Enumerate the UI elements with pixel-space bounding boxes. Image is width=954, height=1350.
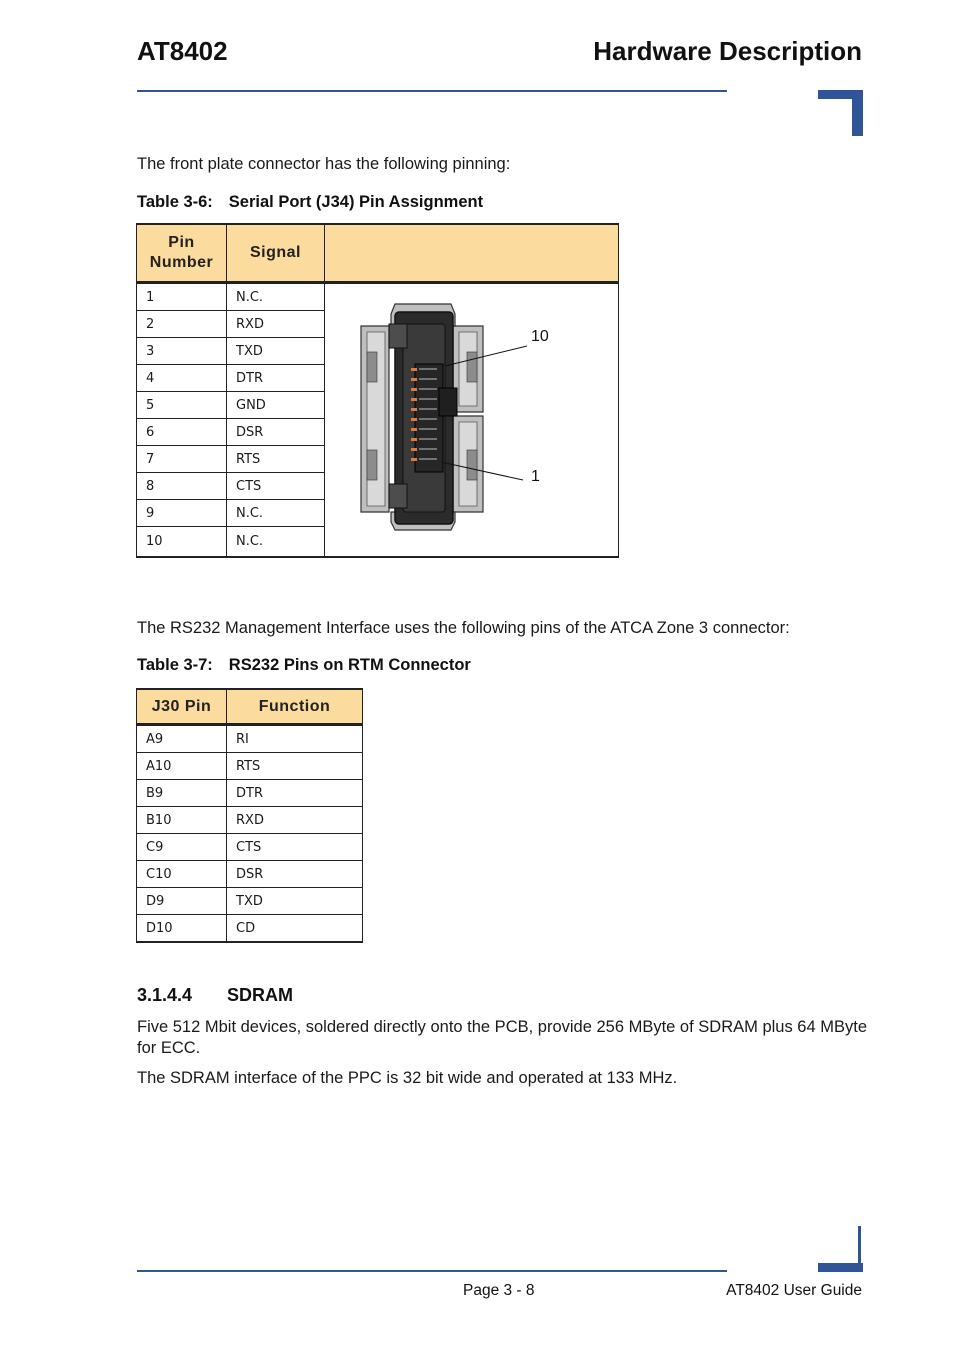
signal-cell: RXD: [227, 311, 325, 338]
pin-cell: C9: [137, 834, 227, 861]
table1-caption: [137, 193, 483, 212]
section-title: SDRAM: [227, 985, 293, 1005]
signal-cell: RTS: [227, 446, 325, 473]
function-cell: CD: [227, 915, 363, 943]
section-paragraph-1: Five 512 Mbit devices, soldered directly onto the PCB, provide 256 MByte of SDRAM plus 64 MByte for ECC.: [137, 1018, 868, 1057]
signal-cell: DSR: [227, 419, 325, 446]
table-row: [137, 753, 363, 780]
table-row: [137, 888, 363, 915]
header-signal: Signal: [227, 224, 325, 283]
pin-cell: D9: [137, 888, 227, 915]
pin-cell: 7: [137, 446, 227, 473]
function-cell: CTS: [227, 834, 363, 861]
table2-caption-title: RS232 Pins on RTM Connector: [228, 656, 471, 674]
table-row: [137, 780, 363, 807]
figure-label-10: 10: [531, 328, 549, 345]
pin-cell: 8: [137, 473, 227, 500]
pin-cell: B9: [137, 780, 227, 807]
function-cell: TXD: [227, 888, 363, 915]
pin-cell: C10: [137, 861, 227, 888]
header-function: Function: [227, 689, 363, 725]
pin-cell: 10: [137, 527, 227, 558]
function-cell: RTS: [227, 753, 363, 780]
table-row: [137, 834, 363, 861]
pin-cell: 3: [137, 338, 227, 365]
signal-cell: TXD: [227, 338, 325, 365]
table-row: [137, 807, 363, 834]
signal-cell: GND: [227, 392, 325, 419]
header-pin-number: Pin Number: [137, 224, 227, 283]
table-row: [137, 725, 363, 753]
header-title-right: Hardware Description: [593, 36, 862, 66]
table-row: [137, 861, 363, 888]
section-paragraph-2: The SDRAM interface of the PPC is 32 bit wide and operated at 133 MHz.: [137, 1069, 678, 1087]
connector-figure-cell: [325, 283, 619, 558]
footer-guide-title: AT8402 User Guide: [726, 1282, 862, 1299]
table-header-row: [137, 689, 363, 725]
table1-caption-number: Table 3-6:: [137, 193, 213, 211]
connector-diagram: [325, 284, 617, 556]
header-figure: [325, 224, 619, 283]
signal-cell: CTS: [227, 473, 325, 500]
signal-cell: N.C.: [227, 283, 325, 311]
pin-cell: A10: [137, 753, 227, 780]
function-cell: DTR: [227, 780, 363, 807]
signal-cell: N.C.: [227, 500, 325, 527]
pin-cell: 9: [137, 500, 227, 527]
section-number: 3.1.4.4: [137, 985, 193, 1005]
pin-cell: 4: [137, 365, 227, 392]
table-row: [137, 283, 619, 311]
serial-port-table: [136, 223, 619, 558]
pin-cell: 5: [137, 392, 227, 419]
corner-mark-top: [818, 90, 863, 136]
table-row: [137, 915, 363, 943]
pin-cell: D10: [137, 915, 227, 943]
rs232-text: The RS232 Management Interface uses the following pins of the ATCA Zone 3 connector:: [137, 619, 790, 637]
signal-cell: N.C.: [227, 527, 325, 558]
table-header-row: [137, 224, 619, 283]
header-rule: [137, 90, 727, 92]
rs232-pins-table: [136, 688, 363, 943]
footer-rule: [137, 1270, 727, 1272]
corner-mark-bottom: [818, 1226, 863, 1272]
function-cell: RI: [227, 725, 363, 753]
table2-caption: [137, 656, 471, 675]
footer-page-number: Page 3 - 8: [463, 1282, 535, 1299]
header-title-left: AT8402: [137, 36, 228, 66]
pin-cell: A9: [137, 725, 227, 753]
function-cell: DSR: [227, 861, 363, 888]
table2-caption-number: Table 3-7:: [137, 656, 213, 674]
header-j30-pin: J30 Pin: [137, 689, 227, 725]
pin-cell: 2: [137, 311, 227, 338]
pin-cell: B10: [137, 807, 227, 834]
signal-cell: DTR: [227, 365, 325, 392]
intro-text: The front plate connector has the following pinning:: [137, 155, 511, 173]
figure-label-1: 1: [531, 468, 540, 485]
function-cell: RXD: [227, 807, 363, 834]
pin-cell: 1: [137, 283, 227, 311]
table1-caption-title: Serial Port (J34) Pin Assignment: [228, 193, 484, 211]
pin-cell: 6: [137, 419, 227, 446]
